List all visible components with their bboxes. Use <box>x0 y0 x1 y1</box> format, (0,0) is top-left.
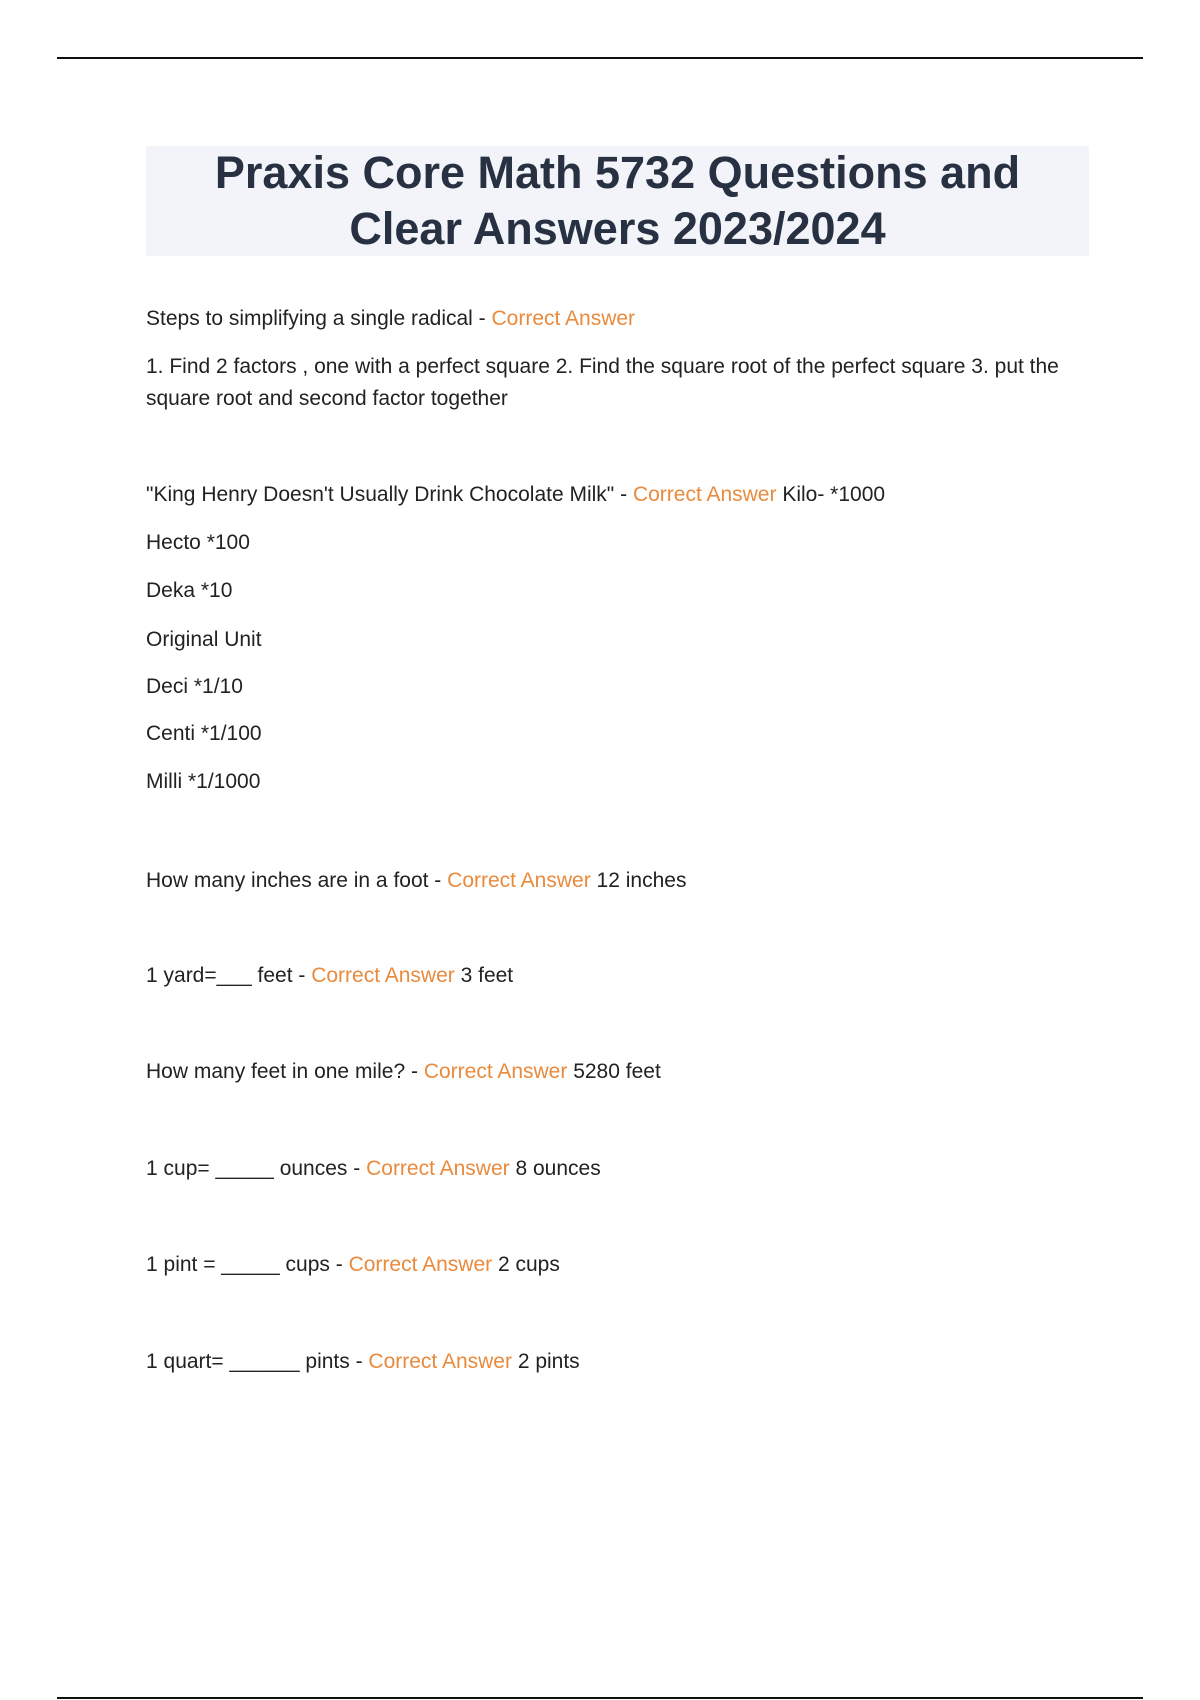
correct-answer-label: Correct Answer <box>311 964 455 987</box>
answer-text: 2 pints <box>517 1350 580 1373</box>
correct-answer-label: Correct Answer <box>491 307 636 330</box>
correct-answer-label: Correct Answer <box>366 1157 510 1180</box>
question-line <box>146 1153 1096 1185</box>
answer-text: 3 feet <box>460 964 514 987</box>
question-text: "King Henry Doesn't Usually Drink Chocolate Milk" - <box>146 483 628 506</box>
header-rule <box>57 57 1143 59</box>
answer-text: 2 cups <box>497 1253 560 1276</box>
correct-answer-label: Correct Answer <box>447 869 591 892</box>
question-text: 1 yard=___ feet - <box>146 964 306 987</box>
correct-answer-label: Correct Answer <box>368 1350 512 1373</box>
correct-answer-label: Correct Answer <box>632 483 777 506</box>
question-text: 1 pint = _____ cups - <box>146 1253 343 1276</box>
answer-line: Deka *10 <box>146 579 233 602</box>
answer-text: 5280 feet <box>573 1060 661 1083</box>
question-line <box>146 1249 1096 1281</box>
question-text: How many feet in one mile? - <box>146 1060 418 1083</box>
question-line <box>146 865 1096 897</box>
document-title: Praxis Core Math 5732 Questions and Clear Answers 2023/2024 <box>214 147 1021 254</box>
answer-line: Deci *1/10 <box>146 675 243 698</box>
question-line <box>146 1056 1096 1088</box>
answer-line: Hecto *100 <box>146 531 250 554</box>
answer-line: Milli *1/1000 <box>146 770 261 793</box>
question-text: 1 quart= ______ pints - <box>146 1350 363 1373</box>
answer-text: 12 inches <box>596 869 687 892</box>
correct-answer-label: Correct Answer <box>348 1253 493 1276</box>
question-line <box>146 960 1096 992</box>
question-line <box>146 479 1096 511</box>
question-text: Steps to simplifying a single radical - <box>146 307 486 330</box>
answer-line: Original Unit <box>146 628 262 651</box>
answer-text: 8 ounces <box>515 1157 601 1180</box>
question-line <box>146 1346 1096 1378</box>
answer-text: Kilo- *1000 <box>782 483 886 506</box>
question-text: How many inches are in a foot - <box>146 869 442 892</box>
correct-answer-label: Correct Answer <box>423 1060 568 1083</box>
title-banner <box>146 146 1089 256</box>
answer-line: Centi *1/100 <box>146 722 262 745</box>
question-line <box>146 303 1096 335</box>
question-text: 1 cup= _____ ounces - <box>146 1157 361 1180</box>
answer-detail: 1. Find 2 factors , one with a perfect square 2. Find the square root of the perfect square 3. put the square root and second factor together <box>146 355 1059 410</box>
footer-rule <box>57 1697 1143 1699</box>
